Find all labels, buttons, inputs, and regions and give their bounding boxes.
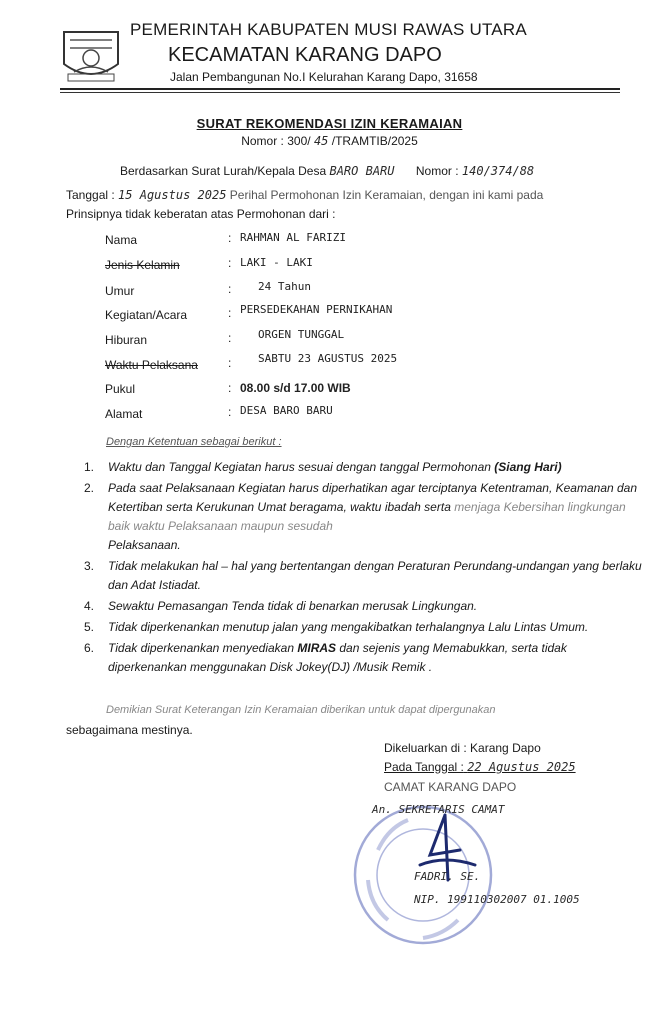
field-value-nama: RAHMAN AL FARIZI xyxy=(240,231,346,244)
intro-desa-label: Berdasarkan Surat Lurah/Kepala Desa xyxy=(120,164,327,178)
field-separator: : xyxy=(228,381,232,395)
field-separator: : xyxy=(228,282,232,296)
intro-tanggal-value: 15 Agustus 2025 xyxy=(118,188,227,202)
field-separator: : xyxy=(228,356,232,370)
rule-emphasis: (Siang Hari) xyxy=(494,460,562,474)
intro-line-3: Prinsipnya tidak keberatan atas Permohonan dari : xyxy=(66,207,336,221)
intro-nomor-label: Nomor : xyxy=(415,164,459,178)
field-value-kegiatan: PERSEDEKAHAN PERNIKAHAN xyxy=(240,303,393,316)
document-title: SURAT REKOMENDASI IZIN KERAMAIAN xyxy=(196,116,463,131)
field-separator: : xyxy=(228,256,232,270)
list-item xyxy=(84,639,644,677)
rule-emphasis: MIRAS xyxy=(297,641,337,655)
letterhead-rule xyxy=(60,88,620,90)
number-suffix: /TRAMTIB/2025 xyxy=(331,134,418,148)
intro-line-2 xyxy=(66,186,543,204)
rule-text: Tidak diperkenankan menyediakan xyxy=(108,641,295,655)
camat-title: CAMAT KARANG DAPO xyxy=(384,780,517,794)
intro-nomor-value: 140/374/88 xyxy=(461,164,535,178)
field-value-umur: 24 Tahun xyxy=(258,280,311,293)
rule-text: Tidak melakukan hal – hal yang bertentangan dengan Peraturan Perundang-undangan yang berlaku dan Adat Istiadat. xyxy=(108,559,642,592)
rule-text: Waktu dan Tanggal Kegiatan harus sesuai dengan tanggal Permohonan xyxy=(108,460,491,474)
list-item xyxy=(84,618,644,637)
closing-line-1: Demikian Surat Keterangan Izin Keramaian diberikan untuk dapat dipergunakan xyxy=(106,704,496,716)
conditions-list xyxy=(84,458,644,679)
rule-text: Pada saat Pelaksanaan Kegiatan harus diperhatikan agar terciptanya Ketentraman, Keamanan dan Ketertiban serta Kerukunan Umat beragama, waktu ibadah serta xyxy=(108,481,638,514)
list-number: 3. xyxy=(84,559,95,573)
regency-emblem-icon xyxy=(60,28,122,86)
rule-text-tail: Pelaksanaan. xyxy=(108,538,181,552)
intro-tanggal-label: Tanggal : xyxy=(66,188,115,202)
letterhead-rule-thin xyxy=(60,92,620,93)
field-label-waktu: Waktu Pelaksana xyxy=(105,358,198,372)
rule-text-faded: menjaga Kebersihan lingkungan baik waktu Pelaksanaan maupun sesudah xyxy=(108,500,626,533)
field-label-kegiatan: Kegiatan/Acara xyxy=(105,308,188,322)
letterhead-government: PEMERINTAH KABUPATEN MUSI RAWAS UTARA xyxy=(130,20,527,39)
letterhead-address: Jalan Pembangunan No.I Kelurahan Karang Dapo, 31658 xyxy=(170,70,478,84)
list-number: 1. xyxy=(84,460,95,474)
signatory-name: FADRI. SE. xyxy=(414,870,481,883)
field-label-pukul: Pukul xyxy=(105,382,136,396)
field-label-umur: Umur xyxy=(105,284,135,298)
field-separator: : xyxy=(228,306,232,320)
issued-date-value: 22 Agustus 2025 xyxy=(467,760,576,774)
list-item xyxy=(84,479,644,555)
field-value-alamat: DESA BARO BARU xyxy=(240,404,333,417)
field-value-pukul: 08.00 s/d 17.00 WIB xyxy=(240,381,351,395)
issued-date-label: Pada Tanggal : xyxy=(384,760,464,774)
list-number: 2. xyxy=(84,481,95,495)
rule-text: Sewaktu Pemasangan Tenda tidak di benarkan merusak Lingkungan. xyxy=(108,599,478,613)
an-sekretaris: An. SEKRETARIS CAMAT xyxy=(372,803,505,816)
closing-line-2: sebagaimana mestinya. xyxy=(66,723,193,737)
field-label-alamat: Alamat xyxy=(105,407,143,421)
list-number: 6. xyxy=(84,641,95,655)
issued-date xyxy=(384,760,576,774)
field-label-nama: Nama xyxy=(105,233,138,247)
list-item xyxy=(84,597,644,616)
list-number: 4. xyxy=(84,599,95,613)
conditions-heading: Dengan Ketentuan sebagai berikut : xyxy=(106,436,282,448)
field-label-jenis-kelamin: Jenis Kelamin xyxy=(105,258,180,272)
field-separator: : xyxy=(228,231,232,245)
rule-text: Tidak diperkenankan menutup jalan yang mengakibatkan terhalangnya Lalu Lintas Umum. xyxy=(108,620,589,634)
field-separator: : xyxy=(228,331,232,345)
issued-place: Dikeluarkan di : Karang Dapo xyxy=(384,741,541,755)
letterhead-district: KECAMATAN KARANG DAPO xyxy=(168,44,442,66)
field-value-hiburan: ORGEN TUNGGAL xyxy=(258,328,345,341)
document-number xyxy=(0,134,659,148)
list-item xyxy=(84,458,644,477)
field-value-waktu: SABTU 23 AGUSTUS 2025 xyxy=(258,352,398,365)
field-separator: : xyxy=(228,405,232,419)
number-handwritten: 45 xyxy=(313,134,329,148)
intro-perihal: Perihal Permohonan Izin Keramaian, dengan ini kami pada xyxy=(229,188,544,202)
signatory-nip: NIP. 199110302007 01.1005 xyxy=(414,893,580,906)
intro-line-1 xyxy=(120,162,534,180)
list-number: 5. xyxy=(84,620,95,634)
number-prefix: Nomor : 300/ xyxy=(241,134,311,148)
field-value-jenis-kelamin: LAKI - LAKI xyxy=(240,256,313,269)
rule-text-continued: dan sejenis yang Memabukkan, serta tidak diperkenankan menggunakan Disk Jokey(DJ) /Musik Remik . xyxy=(108,641,567,674)
intro-desa-value: BARO BARU xyxy=(329,164,395,178)
field-label-hiburan: Hiburan xyxy=(105,333,148,347)
list-item xyxy=(84,557,644,595)
